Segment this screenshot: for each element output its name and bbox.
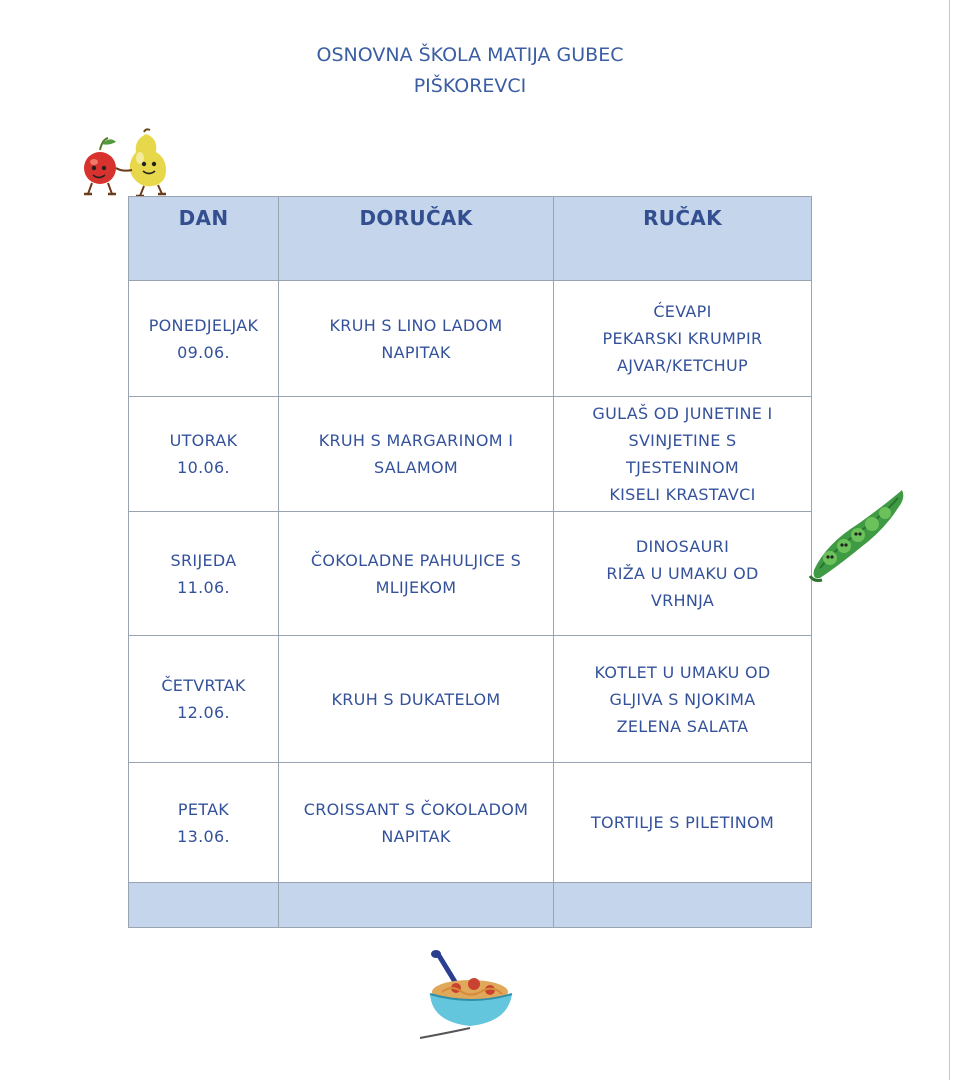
- breakfast-item: NAPITAK: [381, 342, 451, 362]
- lunch-item: RIŽA U UMAKU OD: [606, 564, 759, 583]
- table-header-row: [129, 197, 812, 281]
- breakfast-item: CROISSANT S ČOKOLADOM: [303, 799, 529, 819]
- table-row: [129, 397, 812, 512]
- lunch-cell: [554, 281, 812, 397]
- lunch-item: PEKARSKI KRUMPIR: [602, 329, 763, 348]
- lunch-item: KOTLET U UMAKU OD: [594, 662, 771, 682]
- day-cell: [129, 397, 279, 512]
- breakfast-item: KRUH S DUKATELOM: [331, 689, 501, 709]
- lunch-cell: [554, 512, 812, 636]
- school-location: PIŠKOREVCI: [413, 75, 527, 97]
- lunch-cell: [554, 397, 812, 512]
- day-name: SRIJEDA: [170, 550, 237, 570]
- column-header-breakfast: DORUČAK: [279, 197, 554, 281]
- lunch-item: AJVAR/KETCHUP: [617, 356, 748, 375]
- table-row: [129, 512, 812, 636]
- day-cell: [129, 763, 279, 883]
- day-date: 09.06.: [177, 342, 230, 362]
- breakfast-item: SALAMOM: [374, 458, 458, 477]
- breakfast-cell: [279, 512, 554, 636]
- apple-and-pear-icon: [78, 126, 174, 202]
- lunch-item: SVINJETINE S: [628, 431, 737, 450]
- day-cell: [129, 512, 279, 636]
- day-cell: [129, 281, 279, 397]
- lunch-item: TJESTENINOM: [626, 458, 739, 477]
- page-edge: [949, 0, 950, 1080]
- breakfast-item: MLIJEKOM: [375, 577, 457, 597]
- lunch-item: GULAŠ OD JUNETINE I: [592, 404, 773, 423]
- day-date: 11.06.: [177, 577, 230, 597]
- day-date: 13.06.: [177, 826, 230, 846]
- day-date: 12.06.: [177, 703, 230, 722]
- lunch-item: ĆEVAPI: [653, 302, 712, 321]
- column-header-lunch: RUČAK: [554, 197, 812, 281]
- lunch-item: VRHNJA: [650, 591, 715, 610]
- breakfast-cell: [279, 281, 554, 397]
- lunch-item: TORTILJE S PILETINOM: [590, 813, 775, 832]
- day-date: 10.06.: [177, 458, 230, 477]
- lunch-cell: [554, 763, 812, 883]
- day-name: PONEDJELJAK: [148, 315, 259, 335]
- table-footer-row: [129, 883, 812, 928]
- breakfast-cell: [279, 636, 554, 763]
- menu-table: [128, 196, 812, 928]
- document-header: [0, 40, 940, 102]
- column-header-day: DAN: [129, 197, 279, 281]
- day-name: UTORAK: [169, 431, 238, 450]
- day-name: ČETVRTAK: [161, 676, 246, 695]
- lunch-item: ZELENA SALATA: [616, 716, 749, 736]
- breakfast-cell: [279, 397, 554, 512]
- breakfast-item: NAPITAK: [381, 826, 451, 846]
- footer-cell: [554, 883, 812, 928]
- day-name: PETAK: [177, 799, 230, 819]
- lunch-item: DINOSAURI: [635, 537, 730, 556]
- lunch-cell: [554, 636, 812, 763]
- lunch-item: KISELI KRASTAVCI: [609, 485, 756, 504]
- breakfast-item: ČOKOLADNE PAHULJICE S: [310, 550, 522, 570]
- footer-cell: [279, 883, 554, 928]
- pasta-bowl-icon: [412, 948, 524, 1040]
- table-row: [129, 763, 812, 883]
- table-row: [129, 636, 812, 763]
- school-name: OSNOVNA ŠKOLA MATIJA GUBEC: [316, 44, 624, 66]
- lunch-item: GLJIVA S NJOKIMA: [609, 689, 756, 709]
- day-cell: [129, 636, 279, 763]
- breakfast-cell: [279, 763, 554, 883]
- breakfast-item: KRUH S MARGARINOM I: [318, 431, 514, 450]
- footer-cell: [129, 883, 279, 928]
- breakfast-item: KRUH S LINO LADOM: [329, 315, 503, 335]
- table-row: [129, 281, 812, 397]
- pea-pod-icon: [806, 484, 910, 584]
